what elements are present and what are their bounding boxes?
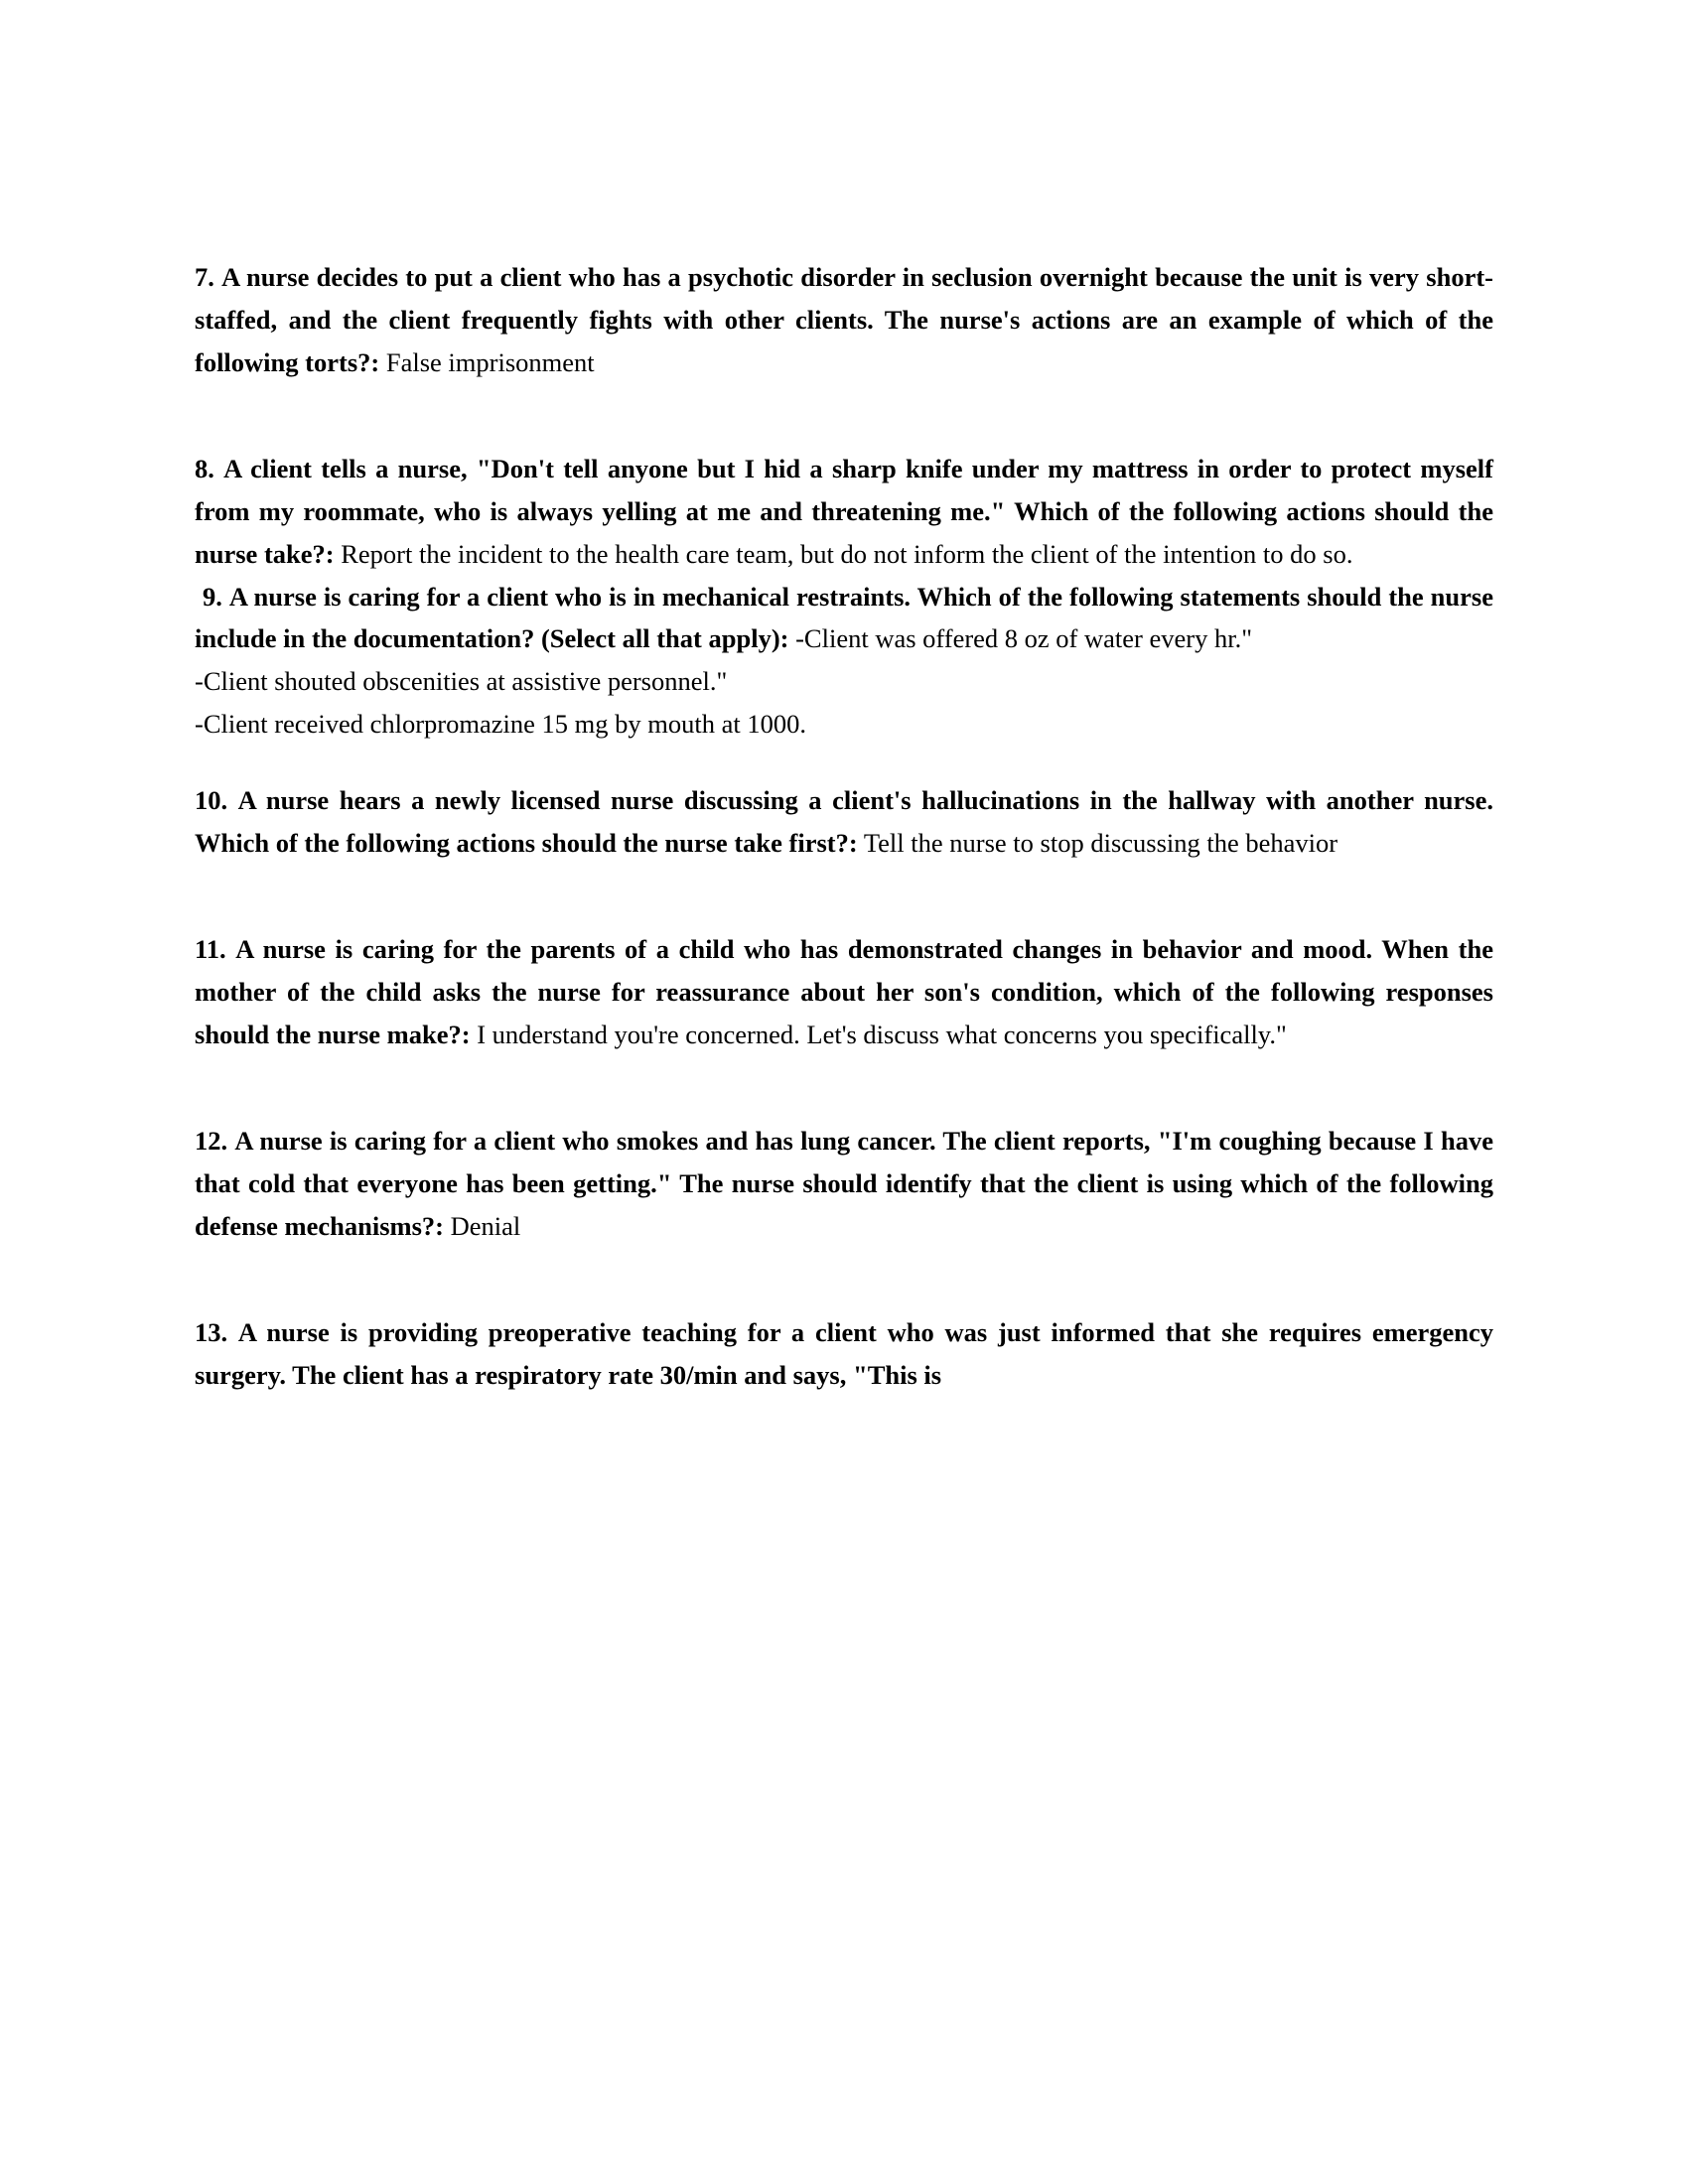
answer-line-9b: -Client received chlorpromazine 15 mg by mouth at 1000. xyxy=(195,709,806,740)
qa-item-7 xyxy=(195,256,1493,384)
question-number-9: 9. xyxy=(203,581,222,612)
answer-text-7: False imprisonment xyxy=(379,346,595,377)
qa-item-10 xyxy=(195,779,1493,865)
spacer xyxy=(195,414,1493,448)
question-text-13: A nurse is providing preoperative teaching for a client who was just informed that she requires emergency surgery. The client has a respiratory rate 30/min and says, "This is xyxy=(195,1316,1493,1390)
qa-item-8 xyxy=(195,448,1493,576)
question-number-13: 13. xyxy=(195,1316,228,1347)
question-text-8: A client tells a nurse, "Don't tell anyone but I hid a sharp knife under my mattress in order to protect myself from my roommate, who is always yelling at me and threatening me." Which of the following actions should the nurse take?: xyxy=(195,453,1493,569)
question-text-9: A nurse is caring for a client who is in mechanical restraints. Which of the following statements should the nurse include in the documentation? (Select all that apply): xyxy=(195,581,1493,654)
question-number-10: 10. xyxy=(195,785,228,816)
question-number-11: 11. xyxy=(195,934,226,965)
spacer xyxy=(195,894,1493,928)
qa-item-9 xyxy=(195,576,1493,661)
qa-item-12 xyxy=(195,1120,1493,1248)
spacer xyxy=(195,1086,1493,1120)
answer-text-8: Report the incident to the health care team, but do not inform the client of the intention to do so. xyxy=(334,538,1353,569)
question-number-12: 12. xyxy=(195,1125,228,1156)
answer-text-10: Tell the nurse to stop discussing the behavior xyxy=(857,828,1338,859)
question-number-8: 8. xyxy=(195,453,214,483)
question-text-11: A nurse is caring for the parents of a child who has demonstrated changes in behavior and mood. When the mother of the child asks the nurse for reassurance about her son's condition, which of the following responses should the nurse make?: xyxy=(195,934,1493,1049)
answer-text-9: -Client was offered 8 oz of water every hr." xyxy=(788,623,1253,654)
answer-text-11: I understand you're concerned. Let's discuss what concerns you specifically." xyxy=(470,1019,1287,1049)
answer-line-9a: -Client shouted obscenities at assistive personnel." xyxy=(195,666,728,697)
spacer xyxy=(195,1278,1493,1311)
question-number-7: 7. xyxy=(195,262,214,292)
qa-item-11 xyxy=(195,928,1493,1056)
question-text-12: A nurse is caring for a client who smokes and has lung cancer. The client reports, "I'm coughing because I have that cold that everyone has been getting." The nurse should identify that the client is using which of the following defense mechanisms?: xyxy=(195,1125,1493,1241)
spacer xyxy=(195,746,1493,779)
answer-text-12: Denial xyxy=(444,1210,521,1241)
qa-item-13 xyxy=(195,1311,1493,1397)
question-text-10: A nurse hears a newly licensed nurse discussing a client's hallucinations in the hallway with another nurse. Which of the following actions should the nurse take first?: xyxy=(195,785,1494,859)
question-text-7: A nurse decides to put a client who has a psychotic disorder in seclusion overnight because the unit is very short-staffed, and the client frequently fights with other clients. The nurse's actions are an example of which of the following torts?: xyxy=(195,262,1493,377)
